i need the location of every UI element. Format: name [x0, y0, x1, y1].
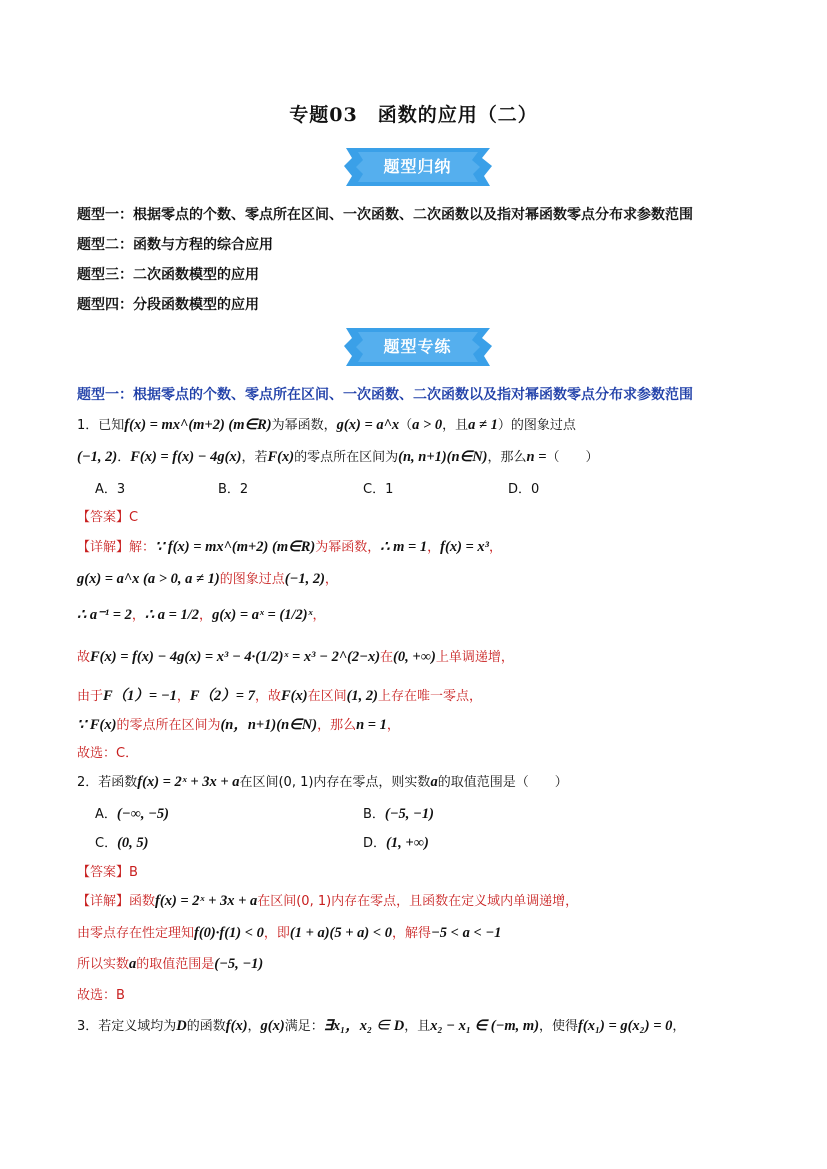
q1-option-a: A．3 [95, 482, 126, 497]
q2-detail-4: 故选：B [77, 988, 125, 1003]
q3-line-1: 3．若定义域均为D的函数f(x)，g(x)满足：∃x₁，x₂ ∈ D，且x₂ − x₁ ∈ (−m, m)，使得f(x₁) = g(x₂) = 0， [77, 1018, 686, 1034]
q1-line-2: (−1, 2)．F(x) = f(x) − 4g(x)，若F(x)的零点所在区间为(n, n+1)(n∈N)，那么n =（ ） [77, 449, 599, 465]
q2-option-a: A．(−∞, −5) [95, 806, 169, 822]
q1-detail-4: 故F(x) = f(x) − 4g(x) = x³ − 4·(1/2)ˣ = x³ − 2^(2−x)在(0, +∞)上单调递增， [77, 649, 514, 665]
q2-option-d: D．(1, +∞) [363, 835, 429, 851]
summary-item-1: 题型一：根据零点的个数、零点所在区间、一次函数、二次函数以及指对幂函数零点分布求参数范围 [77, 207, 693, 223]
q1-answer: 【答案】C [77, 510, 139, 525]
q1-option-b: B．2 [218, 482, 249, 497]
q1-detail-7: 故选：C． [77, 746, 139, 761]
summary-item-3: 题型三：二次函数模型的应用 [77, 267, 259, 283]
q1-line-1: 1．已知f(x) = mx^(m+2) (m∈R)为幂函数，g(x) = a^x（a > 0，且a ≠ 1）的图象过点 [77, 417, 576, 433]
section-banner-practice [340, 326, 495, 368]
q1-option-d: D．0 [508, 482, 540, 497]
q2-detail-3: 所以实数a的取值范围是(−5, −1) [77, 956, 264, 972]
q2-detail-2: 由零点存在性定理知f(0)·f(1) < 0，即(1 + a)(5 + a) < 0，解得−5 < a < −1 [77, 925, 502, 941]
q1-detail-6: ∵ F(x)的零点所在区间为(n，n+1)(n∈N)，那么n = 1， [77, 717, 400, 733]
q1-detail-2: g(x) = a^x (a > 0, a ≠ 1)的图象过点(−1, 2)， [77, 571, 338, 587]
q1-option-c: C．1 [363, 482, 394, 497]
summary-item-2: 题型二：函数与方程的综合应用 [77, 237, 273, 253]
banner-practice-label: 题型专练 [383, 337, 452, 356]
q2-option-c: C．(0, 5) [95, 835, 149, 851]
section-heading: 题型一：根据零点的个数、零点所在区间、一次函数、二次函数以及指对幂函数零点分布求参数范围 [77, 387, 693, 403]
banner-summary-label: 题型归纳 [383, 157, 452, 176]
q1-detail-5: 由于F（1）= −1，F（2）= 7，故F(x)在区间(1, 2)上存在唯一零点， [77, 688, 483, 704]
summary-item-4: 题型四：分段函数模型的应用 [77, 297, 259, 313]
q1-detail-1: 【详解】解：∵ f(x) = mx^(m+2) (m∈R)为幂函数，∴ m = 1，f(x) = x³， [77, 539, 503, 555]
q2-answer: 【答案】B [77, 865, 138, 880]
section-banner-summary [340, 146, 495, 188]
q2-option-b: B．(−5, −1) [363, 806, 434, 822]
page-title: 专题03 函数的应用（二） [289, 104, 538, 126]
q2-line-1: 2．若函数f(x) = 2ˣ + 3x + a在区间(0, 1)内存在零点，则实数a的取值范围是（ ） [77, 774, 568, 790]
q1-detail-3: ∴ a⁻¹ = 2，∴ a = 1/2，g(x) = aˣ = (1/2)ˣ， [77, 607, 326, 623]
q2-detail-1: 【详解】函数f(x) = 2ˣ + 3x + a在区间(0, 1)内存在零点，且函数在定义域内单调递增， [77, 893, 579, 909]
